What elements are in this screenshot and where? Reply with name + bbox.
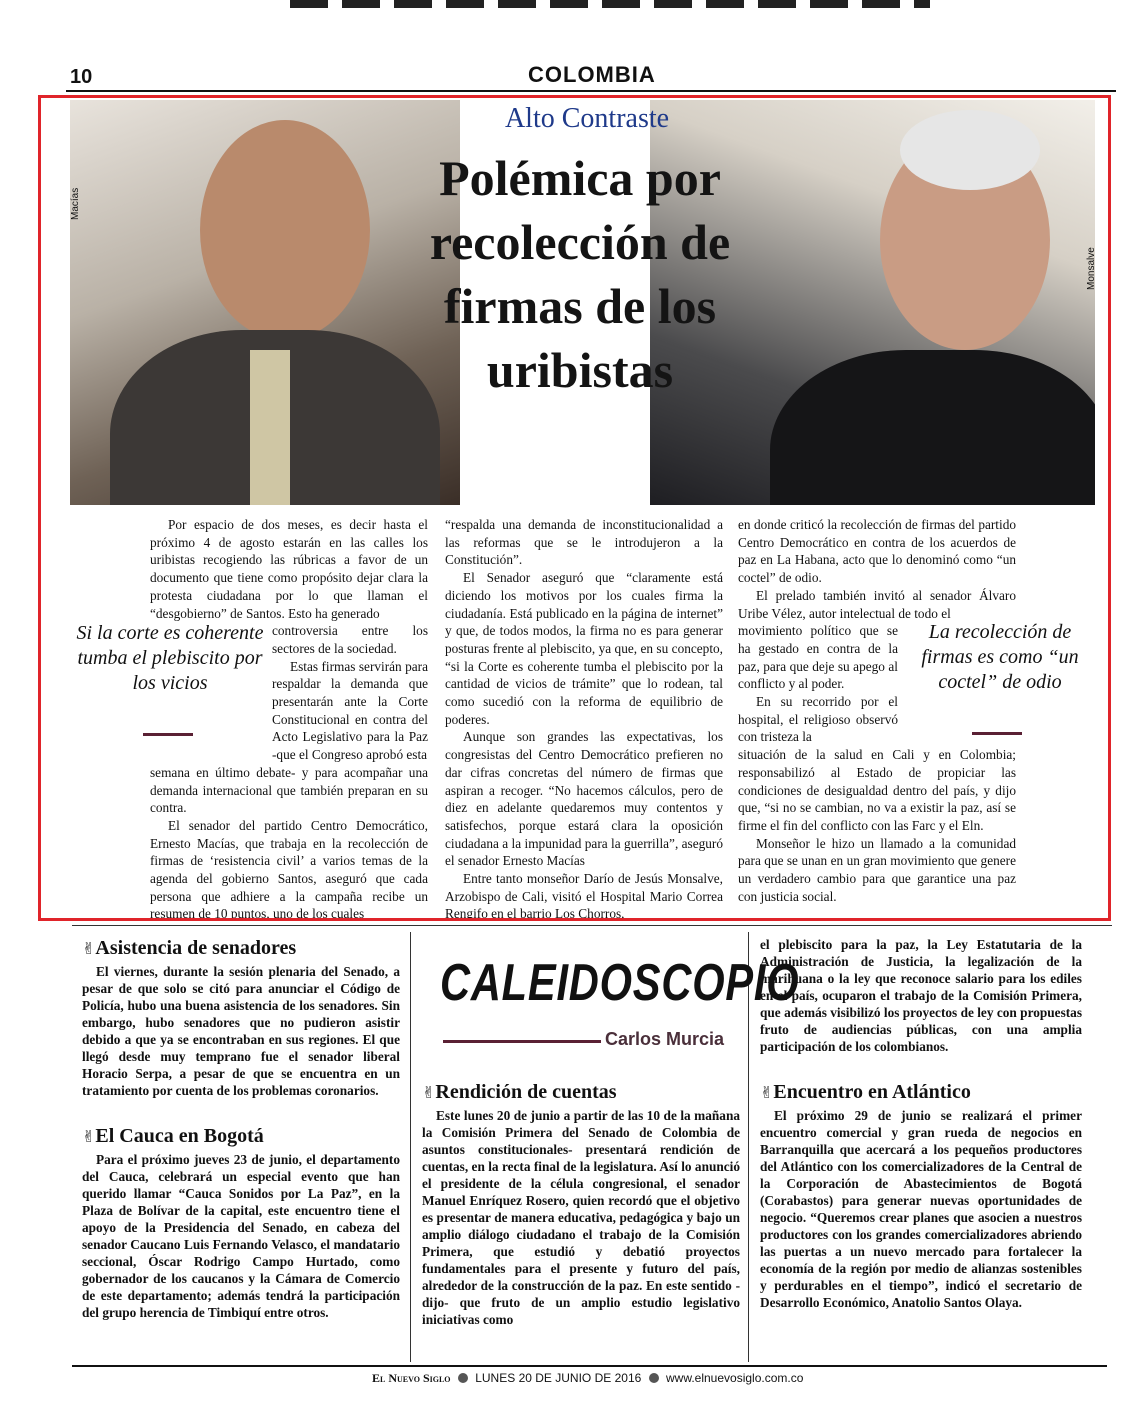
headline: Polémica por recolección de firmas de los uribistas (429, 150, 731, 398)
feature-highlight-box (38, 95, 1111, 921)
brief-body: Este lunes 20 de junio a partir de las 10 de la mañana la Comisión Primera del Senado de Colombia de asuntos constitucionales- presentará rendición de cuentas, en la recta final de la legislatura. Así lo anunció el presidente de la célula congresional, el senador Manuel Enríquez Rosero, quien recordó que el objetivo es presentar de manera educativa, pedagógica y bajo un amplio diálogo ciudadano el trabajo de la Comisión Primera, que estudió y debatió proyectos fundamentales para el presente y futuro del país, alrededor de la construcción de la paz. En este sentido -dijo- que fruto de un amplio estudio legislativo iniciativas como (422, 1108, 740, 1327)
columnist-name: Carlos Murcia (605, 1029, 725, 1049)
paragraph: controversia entre los sectores de la sociedad. (272, 623, 428, 656)
paragraph: Aunque son grandes las expectativas, los congresistas del Centro Democrático prefieren no dar cifras concretas del número de firmas que aspiran a recoger. “No hacemos cálculos, pero de diez en adelante quedaremos muy contentos y satisfechos, porque estará clara la oposición ciudadana a la impunidad para la guerrilla”, aseguró el senador Ernesto Macías (445, 729, 723, 869)
peace-hand-icon: ✌ (760, 1083, 774, 1102)
header-rule (66, 90, 1116, 92)
paragraph: Monseñor le hizo un llamado a la comunidad para que se unan en un gran movimiento que genere un verdadero cambio para que garantice una paz con justicia social. (738, 835, 1016, 904)
paragraph: situación de la salud en Cali y en Colombia; responsabilizó al Estado de propiciar las condiciones de desigualdad dentro del país, y dijo que, “si no se cambian, no va a existir la paz, así se firme el fin del conflicto con las Farc y el Eln. (738, 747, 1016, 833)
peace-hand-icon: ✌ (82, 1127, 96, 1146)
page-footer (372, 1371, 803, 1386)
brief-body: Para el próximo jueves 23 de junio, el departamento del Cauca, celebrará un especial evento que han querido llamar “Cauca Sonidos por La Paz”, en la Plaza de Bolívar de la capital, este encuentro tiene el apoyo de la Presidencia del Senado, en cabeza del senador Caucano Luis Fernando Velasco, el mandatario seccional, Óscar Rodrigo Campo Hurtado, como gobernador de los caucanos y la Cámara de Comercio de este departamento; además tendrá la participación del grupo herencia de Timbiquí entre otros. (82, 1152, 400, 1320)
brief-cauca (82, 1124, 400, 1321)
pull-quote-right: La recolección de firmas es como “un coctel” de odio (921, 621, 1079, 693)
peace-hand-icon: ✌ (82, 939, 96, 958)
brief-title: El Cauca en Bogotá (95, 1125, 264, 1147)
paper-logo: El Nuevo Siglo (372, 1371, 451, 1385)
paragraph: movimiento político que se ha gestado en contra de la paz, para que deje su apego al conflicto y al poder. (738, 623, 898, 692)
photo-credit-right: Monsalve (1086, 247, 1097, 290)
kicker: Alto Contraste (504, 103, 670, 134)
brief-rendicion-continued (760, 936, 1082, 1055)
brief-title: Encuentro en Atlántico (773, 1081, 971, 1103)
paragraph: semana en último debate- y para acompañar una demanda internacional que también preparan en su contra. (150, 764, 428, 816)
paragraph: en donde criticó la recolección de firmas del partido Centro Democrático en contra de los acuerdos de paz en La Habana, acto que lo denominó como “un coctel” de odio. (738, 517, 1016, 586)
paragraph: Entre tanto monseñor Darío de Jesús Monsalve, Arzobispo de Cali, visitó el Hospital Mario Correa Rengifo en el barrio Los Chorros, (445, 871, 723, 922)
column-divider (410, 932, 411, 1362)
page-number: 10 (70, 66, 93, 88)
brief-atlantico (760, 1080, 1082, 1311)
website-url: www.elnuevosiglo.com.co (665, 1371, 804, 1385)
paragraph: El senador del partido Centro Democrático, Ernesto Macías, que trabaja en la recolección de firmas de ‘resistencia civil’ a varios temas de la agenda del gobierno Santos, aseguró que cada persona que adhiere a la campaña recibe un resumen de 10 puntos, uno de los cuales (150, 817, 428, 922)
brief-body: El próximo 29 de junio se realizará el primer encuentro comercial y gran rueda de negocios en Barranquilla que acercará a los pequeños productores del Atlántico con los comercializadores de la Central de la Corporación de Abastecimientos de Bogotá (Corabastos) para generar nuevas oportunidades de negocio. “Queremos crear planes que asocien a nuestros productores con los grandes comercializadores abriendo las puertas a un nuevo mercado para fortalecer la economía de la región por medio de alianzas sostenibles y perdurables en el tiempo”, indicó el secretario de Desarrollo Económico, Anatolio Santos Olaya. (760, 1108, 1082, 1310)
paragraph: El prelado también invitó al senador Álvaro Uribe Vélez, autor intelectual de todo el (738, 587, 1016, 621)
logo-rule (443, 1040, 601, 1043)
brief-asistencia (82, 936, 400, 1099)
paragraph: Por espacio de dos meses, es decir hasta el próximo 4 de agosto estarán en las calles los uribistas recogiendo las rúbricas a favor de un documento que tiene como propósito dejar clara la protesta ciudadana por lo que llaman el “desgobierno” de Santos. Esto ha generado (150, 517, 428, 621)
brief-body: el plebiscito para la paz, la Ley Estatutaria de la Administración de Justicia, la legalización de la marihuana o la ley que reconoce salario para los ediles en el país, ocuparon el trabajo de la Comisión Primera, que además visibilizó los proyectos de ley con propuestas fruto de audiencias públicas, con una amplia participación de los colombianos. (760, 937, 1082, 1054)
issue-date: LUNES 20 DE JUNIO DE 2016 (475, 1371, 642, 1385)
photo-credit-left: Macías (70, 187, 81, 220)
top-masthead-fragment (290, 0, 930, 8)
paragraph: “respalda una demanda de inconstitucionalidad a las reformas que se le introdujeron a la Constitución”. (445, 517, 723, 568)
brief-title: Asistencia de senadores (95, 937, 297, 959)
peace-hand-icon: ✌ (422, 1083, 436, 1102)
paragraph: Estas firmas servirán para respaldar la demanda que presentarán ante la Corte Constitucional en contra del Acto Legislativo para la Paz -que el Congreso aprobó esta (272, 658, 428, 763)
brief-body: El viernes, durante la sesión plenaria del Senado, a pesar de que solo se citó para anunciar el Código de Policía, hubo una buena asistencia de los senadores. Sin embargo, hubo senadores que no pudieron asistir debido a que ya se encontraban en sus regiones. El que llegó desde muy temprano fue el senador liberal Horacio Serpa, a pesar de que se encuentra en un tratamiento por cuenta de los problemas coronarios. (82, 964, 400, 1098)
caleidoscopio-logo: CALEIDOSCOPIO (440, 954, 800, 1012)
paragraph: En su recorrido por el hospital, el religioso observó con tristeza la (738, 694, 898, 745)
footer-rule (72, 1365, 1107, 1367)
section-title: COLOMBIA (528, 62, 656, 87)
bullet-icon (649, 1373, 659, 1383)
paragraph: El Senador aseguró que “claramente está diciendo los motivos por los cuales firma la ciudadanía. Está publicado en la página de internet” y que, de todos modos, la firma no es para generar posturas frente al plebiscito, ya que, en su concepto, “si la Corte es coherente tumba el plebiscito por la cantidad de vicios de trámite” que lo rodean, tal como sucedió con la reforma de equilibrio de poderes. (445, 570, 723, 727)
brief-title: Rendición de cuentas (435, 1081, 617, 1103)
brief-rendicion (422, 1080, 740, 1328)
bullet-icon (458, 1373, 468, 1383)
pull-quote-left: Si la corte es coherente tumba el plebiscito por los vicios (76, 622, 264, 694)
